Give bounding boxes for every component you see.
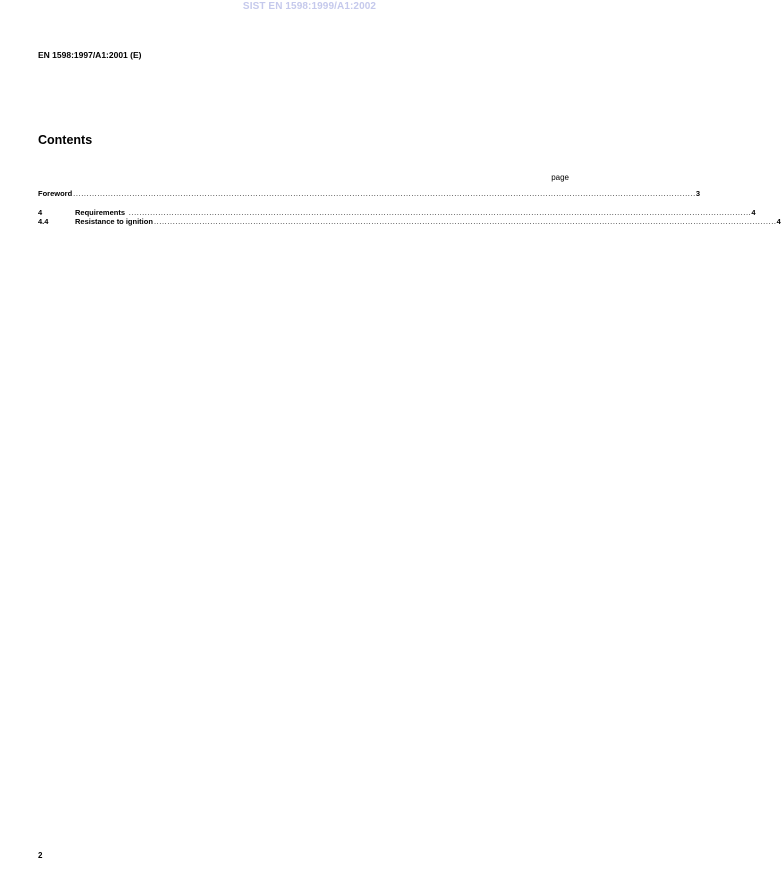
toc-entry-number: 4 [38, 208, 43, 217]
toc-entry-label: Resistance to ignition [75, 217, 153, 226]
toc-entry-page: 4 [751, 208, 756, 217]
toc-entry-page: 3 [695, 189, 700, 198]
document-identifier: EN 1598:1997/A1:2001 (E) [38, 50, 142, 60]
toc-entry-resistance-to-ignition[interactable] [38, 217, 781, 226]
page-number: 2 [38, 851, 43, 860]
toc-entry-foreword[interactable] [38, 189, 700, 198]
toc-entry-label: Requirements [75, 208, 126, 217]
toc-entry-number: 4.4 [38, 217, 49, 226]
toc-entry-page: 4 [776, 217, 781, 226]
watermark: SIST EN 1598:1999/A1:2002 [242, 1, 377, 12]
page-column-label: page [551, 173, 569, 182]
toc-entry-requirements[interactable] [38, 208, 756, 217]
contents-heading: Contents [38, 133, 93, 147]
toc-leader-dots: ........................................................................................................................................................................................................................................ [73, 189, 696, 198]
toc-entry-label: Foreword [38, 189, 73, 198]
toc-leader-dots: ........................................................................................................................................................................................................................................ [126, 208, 752, 217]
toc-leader-dots: ........................................................................................................................................................................................................................................ [153, 217, 777, 226]
